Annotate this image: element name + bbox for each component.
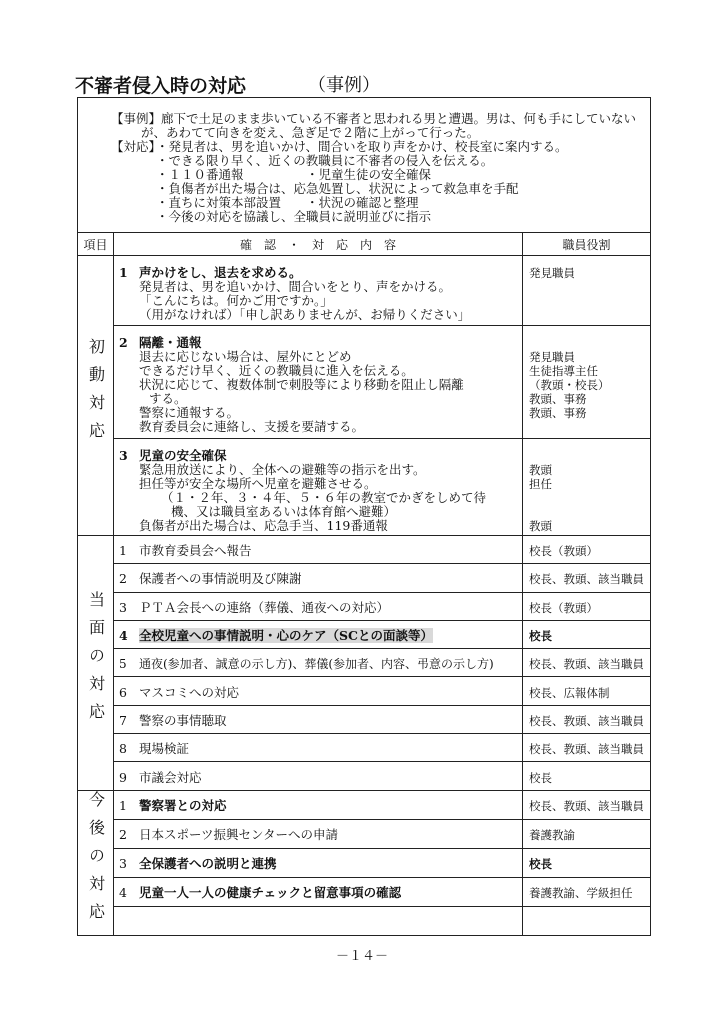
table-row [78,677,651,705]
table-row [78,564,651,592]
step-line: 発見者は、男を追いかけ、間合いをとり、声をかける。 [139,279,452,294]
section-immediate-label: 当面の対応 [86,590,106,731]
response-item: ・負傷者が出た場合は、応急処置し、状況によって救急車を手配 [156,181,519,196]
response-item: ・状況の確認と整理 [306,195,419,210]
section-future-label-cell [78,790,114,935]
item-line [119,714,522,728]
role-cell [523,762,651,790]
section-initial-label: 初動対応 [86,337,106,450]
role-line: 校長、教頭、該当職員 [529,713,644,728]
role-line: 校長、教頭、該当職員 [529,799,644,814]
content-cell [114,790,523,819]
step-line: 負傷者が出た場合は、応急手当、119番通報 [139,518,388,533]
item-line [119,657,522,671]
table-row [78,877,651,906]
role-line: 校長、広報体制 [529,685,610,700]
document-sheet [77,97,650,936]
role-line: 養護教諭、学級担任 [529,886,633,901]
role-cell [523,536,651,564]
role-cell [523,620,651,648]
content-cell [114,677,523,705]
role-line: 担任 [529,477,552,491]
step-line: 緊急用放送により、全体への避難等の指示を出す。 [139,462,426,477]
content-cell [114,592,523,620]
item-line [119,828,522,842]
step-heading-text: 児童の安全確保 [139,448,227,463]
content-cell [114,536,523,564]
step-line: 退去に応じない場合は、屋外にとどめ [139,349,352,364]
role-line: 校長、教頭、該当職員 [529,657,644,672]
role-line: 校長 [529,770,552,785]
role-spacer [529,505,650,519]
content-cell [114,819,523,848]
case-line [111,112,650,126]
role-line: 教頭 [529,463,552,477]
content-cell [114,705,523,733]
role-cell [523,705,651,733]
content-cell [114,762,523,790]
item-number: 2 [119,571,127,587]
content-cell [114,734,523,762]
role-cell [523,326,651,439]
table-row [78,326,651,439]
role-line: 教頭、事務 [529,406,587,420]
item-text-highlighted: 全校児童への事情説明・心のケア（SCとの面談等） [139,628,433,644]
item-line [119,799,522,813]
step-heading [119,266,522,280]
role-cell [523,564,651,592]
item-text: マスコミへの対応 [139,684,240,700]
step-line: 担任等が安全な場所へ児童を避難させる。 [139,476,377,491]
item-number: 3 [119,856,127,872]
item-line [119,686,522,700]
table-row [78,649,651,677]
table-row [78,848,651,877]
content-cell [114,439,523,536]
table-row [78,256,651,326]
response-item: ・１１０番通報 [156,167,244,182]
item-text: 警察署との対応 [139,798,227,814]
item-text: 児童一人一人の健康チェックと留意事項の確認 [139,885,402,901]
response-line [111,140,650,154]
step-line: （１・２年、３・４年、５・６年の教室でかぎをしめて待 [161,490,487,505]
table-row [78,620,651,648]
role-spacer [529,491,650,505]
step-line: 警察に通報する。 [139,405,240,420]
item-line [119,601,522,615]
content-cell [114,620,523,648]
header-item: 項目 [78,233,114,256]
response-line [111,196,650,210]
step-heading-text: 隔離・通報 [139,335,202,350]
role-line: 教頭 [529,519,552,533]
item-number: 9 [119,769,127,785]
role-line: 校長（教頭） [529,544,598,559]
item-number: 1 [119,543,127,559]
item-line [119,857,522,871]
item-number: 6 [119,684,127,700]
step-line: 教育委員会に連絡し、支援を要請する。 [139,419,365,434]
role-cell [523,734,651,762]
content-cell [114,649,523,677]
role-line: 生徒指導主任 [529,364,598,378]
item-number: 4 [119,885,127,901]
page-title-suffix: （事例） [308,75,380,96]
item-text: 市議会対応 [139,769,202,785]
role-line: 校長、教頭、該当職員 [529,742,644,757]
table-row [78,790,651,819]
content-cell-empty [114,906,523,935]
role-line: 校長、教頭、該当職員 [529,572,644,587]
item-line [119,886,522,900]
step-line: する。 [149,391,187,406]
item-line [119,544,522,558]
section-immediate-label-cell [78,536,114,791]
step-number: 1 [119,265,128,280]
item-number: 4 [119,628,128,644]
item-line [119,572,522,586]
step-line: 機、又は職員室あるいは体育館へ避難） [171,504,397,519]
item-line [119,771,522,785]
step-heading-text: 声かけをし、退去を求める。 [139,265,302,280]
response-item: ・発見者は、男を追いかけ、間合いを取り声をかけ、校長室に案内する。 [156,139,568,154]
role-spacer [529,336,650,350]
role-cell [523,256,651,326]
role-cell [523,649,651,677]
item-number: 1 [119,798,127,814]
page-number: －１４－ [335,949,388,964]
step-heading [119,336,522,350]
role-cell [523,592,651,620]
role-line: 校長（教頭） [529,600,598,615]
header-role: 職員役割 [523,233,651,256]
item-text: 日本スポーツ振興センターへの申請 [139,827,339,843]
table-row [78,705,651,733]
item-line [119,629,522,643]
role-line: 校長 [529,857,552,872]
table-row [78,536,651,564]
content-cell [114,564,523,592]
case-summary-box [78,98,651,233]
role-cell [523,677,651,705]
section-initial-label-cell [78,256,114,536]
role-cell [523,790,651,819]
response-item: ・児童生徒の安全確保 [306,167,432,182]
response-item: ・できる限り早く、近くの教職員に不審者の侵入を伝える。 [156,153,494,168]
response-item: ・直ちに対策本部設置 [156,195,282,210]
content-cell [114,256,523,326]
role-line: 発見職員 [529,350,575,364]
response-item: ・今後の対応を協議し、全職員に説明並びに指示 [156,209,432,224]
response-table [77,97,651,936]
item-text: 現場検証 [139,741,190,757]
role-cell [523,877,651,906]
case-line: が、あわてて向きを変え、急ぎ足で２階に上がって行った。 [141,125,480,140]
role-cell [523,439,651,536]
step-line: 状況に応じて、複数体制で刺股等により移動を阻止し隔離 [139,377,464,392]
item-number: 7 [119,712,127,728]
role-line: 校長 [529,629,552,644]
table-row [78,592,651,620]
role-cell [523,819,651,848]
content-cell [114,326,523,439]
table-row [78,734,651,762]
item-line [119,742,522,756]
item-number: 2 [119,827,127,843]
step-line: 「こんにちは。何かご用ですか。」 [139,293,333,308]
item-text: 警察の事情聴取 [139,712,227,728]
item-number: 5 [119,657,127,672]
case-text: 廊下で土足のまま歩いている不審者と思われる男と遭遇。男は、何も手にしていない [161,111,637,126]
table-header-row [78,233,651,256]
summary-row [78,98,651,233]
step-number: 2 [119,335,128,350]
header-content: 確 認 ・ 対 応 内 容 [114,233,523,256]
response-label: 【対応】 [111,139,162,154]
section-future-label: 今後の対応 [86,790,106,931]
item-number: 3 [119,599,127,615]
item-number: 8 [119,741,127,757]
item-text: 保護者への事情説明及び陳謝 [139,571,302,587]
step-number: 3 [119,448,128,463]
step-heading [119,449,522,463]
item-text: 市教育委員会へ報告 [139,543,252,559]
table-row [78,819,651,848]
table-row [78,762,651,790]
response-line [111,168,650,182]
content-cell [114,877,523,906]
role-line: 教頭、事務 [529,392,587,406]
role-spacer [529,449,650,463]
role-line: 発見職員 [529,266,575,280]
step-line: できるだけ早く、近くの教職員に進入を伝える。 [139,363,414,378]
item-text: 全保護者への説明と連携 [139,856,277,872]
page-title: 不審者侵入時の対応 [75,75,247,97]
role-cell-empty [523,906,651,935]
table-row-empty [78,906,651,935]
item-text: 通夜(参加者、誠意の示し方)、葬儀(参加者、内容、弔意の示し方) [139,657,494,672]
table-row [78,439,651,536]
step-line: （用がなければ）「申し訳ありませんが、お帰りください」 [139,307,471,322]
item-text: ＰＴＡ会長への連絡（葬儀、通夜への対応） [139,599,390,615]
role-line: 養護教諭 [529,828,575,843]
content-cell [114,848,523,877]
role-line: （教頭・校長） [529,378,610,392]
role-cell [523,848,651,877]
case-label: 【事例】 [111,111,162,126]
